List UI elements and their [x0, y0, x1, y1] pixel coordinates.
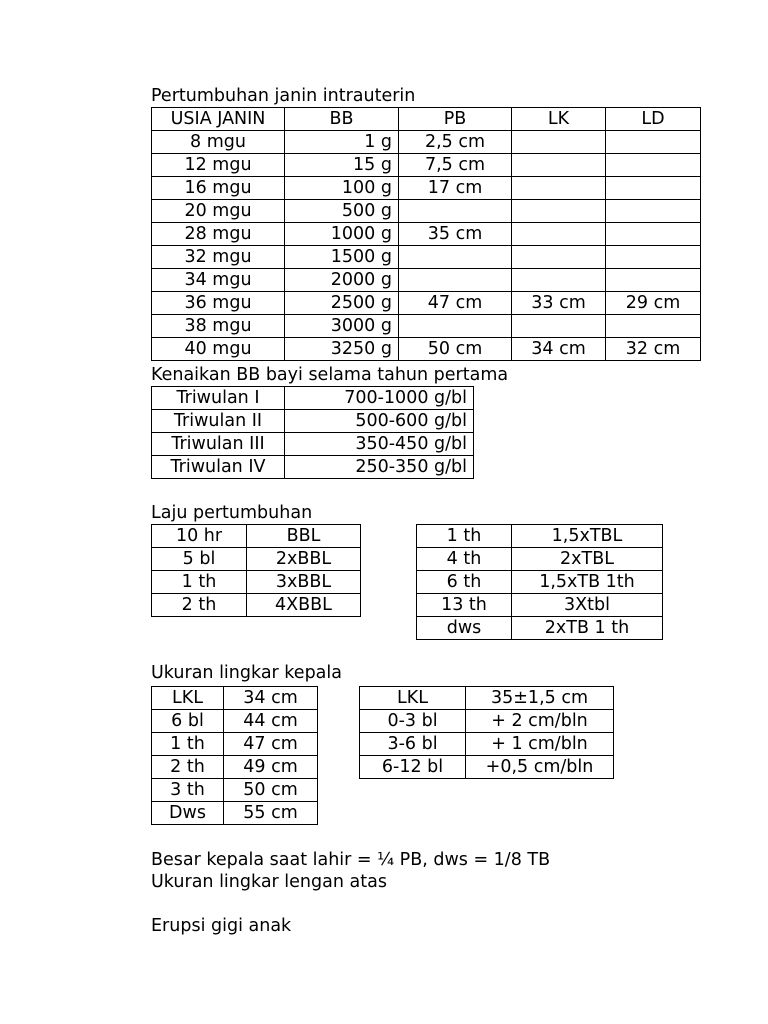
height-cell: 1,5xTBL — [512, 525, 663, 548]
fetal-age-cell: 38 mgu — [152, 315, 285, 338]
table-row — [152, 177, 701, 200]
quarter-cell: Triwulan III — [152, 433, 285, 456]
weight-cell: 15 g — [285, 154, 399, 177]
age-cell: 1 th — [152, 733, 224, 756]
age-cell: 13 th — [417, 594, 512, 617]
length-cell: 50 cm — [399, 338, 512, 361]
table-row — [152, 525, 361, 548]
table-row — [417, 548, 663, 571]
chest-circ-cell — [606, 177, 701, 200]
age-cell: 3 th — [152, 779, 224, 802]
head-circ-cell — [512, 223, 606, 246]
fetal-age-cell: 12 mgu — [152, 154, 285, 177]
head-circ-cell — [512, 246, 606, 269]
age-range-cell: 3-6 bl — [360, 733, 466, 756]
table-row — [152, 548, 361, 571]
fetal-age-cell: 20 mgu — [152, 200, 285, 223]
table-row — [152, 387, 474, 410]
circumference-cell: 47 cm — [224, 733, 318, 756]
length-cell: 35 cm — [399, 223, 512, 246]
gain-cell: 350-450 g/bl — [285, 433, 474, 456]
table-row — [152, 756, 318, 779]
head-circ-cell — [512, 200, 606, 223]
weight-cell: 1000 g — [285, 223, 399, 246]
quarter-cell: Triwulan I — [152, 387, 285, 410]
increase-cell: 35±1,5 cm — [466, 687, 614, 710]
quarter-cell: Triwulan II — [152, 410, 285, 433]
gain-cell: 250-350 g/bl — [285, 456, 474, 479]
section3-title: Laju pertumbuhan — [151, 503, 313, 523]
table-row — [360, 710, 614, 733]
circumference-cell: 55 cm — [224, 802, 318, 825]
age-range-cell: 6-12 bl — [360, 756, 466, 779]
weight-cell: 2000 g — [285, 269, 399, 292]
growth-rate-weight-table — [151, 524, 361, 617]
head-circ-cell: 34 cm — [512, 338, 606, 361]
fetal-age-cell: 34 mgu — [152, 269, 285, 292]
table-row — [152, 594, 361, 617]
head-size-note: Besar kepala saat lahir = ¼ PB, dws = 1/8 TB — [151, 850, 551, 870]
length-cell — [399, 315, 512, 338]
weight-cell: 3250 g — [285, 338, 399, 361]
height-cell: 1,5xTB 1th — [512, 571, 663, 594]
weight-cell: BBL — [247, 525, 361, 548]
table-row — [152, 200, 701, 223]
head-circ-cell: 33 cm — [512, 292, 606, 315]
fetal-age-cell: 16 mgu — [152, 177, 285, 200]
age-cell: 1 th — [417, 525, 512, 548]
table-row — [152, 733, 318, 756]
table-row — [152, 223, 701, 246]
head-circ-cell — [512, 131, 606, 154]
weight-cell: 4XBBL — [247, 594, 361, 617]
table-row — [152, 154, 701, 177]
length-cell: 47 cm — [399, 292, 512, 315]
length-cell — [399, 246, 512, 269]
weight-gain-table — [151, 386, 474, 479]
weight-cell: 3xBBL — [247, 571, 361, 594]
height-cell: 2xTBL — [512, 548, 663, 571]
table-row — [360, 687, 614, 710]
height-cell: 3Xtbl — [512, 594, 663, 617]
fetal-age-cell: 36 mgu — [152, 292, 285, 315]
table-row — [417, 617, 663, 640]
age-cell: 6 bl — [152, 710, 224, 733]
chest-circ-cell: 29 cm — [606, 292, 701, 315]
table-row — [152, 269, 701, 292]
age-cell: 2 th — [152, 594, 247, 617]
table-row — [152, 710, 318, 733]
head-circumference-table — [151, 686, 318, 825]
length-cell — [399, 269, 512, 292]
weight-cell: 3000 g — [285, 315, 399, 338]
column-header: USIA JANIN — [152, 108, 285, 131]
weight-cell: 1500 g — [285, 246, 399, 269]
tooth-eruption-heading: Erupsi gigi anak — [151, 916, 292, 936]
table-row — [152, 571, 361, 594]
growth-rate-height-table — [416, 524, 663, 640]
column-header: LK — [512, 108, 606, 131]
table-row — [360, 733, 614, 756]
table-row — [152, 687, 318, 710]
age-cell: 2 th — [152, 756, 224, 779]
head-growth-rate-table — [359, 686, 614, 779]
chest-circ-cell — [606, 315, 701, 338]
table-row — [152, 292, 701, 315]
section1-title: Pertumbuhan janin intrauterin — [151, 86, 416, 106]
fetal-growth-table — [151, 107, 701, 361]
table-row — [152, 338, 701, 361]
table-row — [152, 802, 318, 825]
length-cell — [399, 200, 512, 223]
column-header: LD — [606, 108, 701, 131]
increase-cell: + 1 cm/bln — [466, 733, 614, 756]
quarter-cell: Triwulan IV — [152, 456, 285, 479]
fetal-age-cell: 28 mgu — [152, 223, 285, 246]
column-header: BB — [285, 108, 399, 131]
age-cell: 5 bl — [152, 548, 247, 571]
length-cell: 17 cm — [399, 177, 512, 200]
weight-cell: 100 g — [285, 177, 399, 200]
section2-title: Kenaikan BB bayi selama tahun pertama — [151, 365, 509, 385]
age-cell: 6 th — [417, 571, 512, 594]
gain-cell: 700-1000 g/bl — [285, 387, 474, 410]
fetal-age-cell: 32 mgu — [152, 246, 285, 269]
increase-cell: + 2 cm/bln — [466, 710, 614, 733]
weight-cell: 1 g — [285, 131, 399, 154]
length-cell: 2,5 cm — [399, 131, 512, 154]
length-cell: 7,5 cm — [399, 154, 512, 177]
table-row — [152, 410, 474, 433]
arm-circumference-heading: Ukuran lingkar lengan atas — [151, 872, 387, 892]
age-cell: Dws — [152, 802, 224, 825]
circumference-cell: 50 cm — [224, 779, 318, 802]
weight-cell: 2500 g — [285, 292, 399, 315]
head-circ-cell — [512, 269, 606, 292]
table-row — [417, 525, 663, 548]
weight-cell: 2xBBL — [247, 548, 361, 571]
table-row — [152, 131, 701, 154]
age-range-cell: LKL — [360, 687, 466, 710]
table-row — [417, 571, 663, 594]
chest-circ-cell — [606, 154, 701, 177]
fetal-age-cell: 40 mgu — [152, 338, 285, 361]
gain-cell: 500-600 g/bl — [285, 410, 474, 433]
chest-circ-cell — [606, 131, 701, 154]
chest-circ-cell — [606, 246, 701, 269]
age-cell: 1 th — [152, 571, 247, 594]
age-cell: LKL — [152, 687, 224, 710]
age-cell: dws — [417, 617, 512, 640]
circumference-cell: 34 cm — [224, 687, 318, 710]
chest-circ-cell: 32 cm — [606, 338, 701, 361]
height-cell: 2xTB 1 th — [512, 617, 663, 640]
fetal-age-cell: 8 mgu — [152, 131, 285, 154]
table-row — [152, 246, 701, 269]
table-row — [417, 594, 663, 617]
increase-cell: +0,5 cm/bln — [466, 756, 614, 779]
head-circ-cell — [512, 177, 606, 200]
weight-cell: 500 g — [285, 200, 399, 223]
table-row — [152, 315, 701, 338]
head-circ-cell — [512, 315, 606, 338]
age-cell: 10 hr — [152, 525, 247, 548]
circumference-cell: 49 cm — [224, 756, 318, 779]
circumference-cell: 44 cm — [224, 710, 318, 733]
age-cell: 4 th — [417, 548, 512, 571]
table-row — [360, 756, 614, 779]
table-row — [152, 433, 474, 456]
chest-circ-cell — [606, 200, 701, 223]
chest-circ-cell — [606, 223, 701, 246]
section4-title: Ukuran lingkar kepala — [151, 663, 342, 683]
table-header-row — [152, 108, 701, 131]
chest-circ-cell — [606, 269, 701, 292]
age-range-cell: 0-3 bl — [360, 710, 466, 733]
column-header: PB — [399, 108, 512, 131]
head-circ-cell — [512, 154, 606, 177]
table-row — [152, 456, 474, 479]
table-row — [152, 779, 318, 802]
